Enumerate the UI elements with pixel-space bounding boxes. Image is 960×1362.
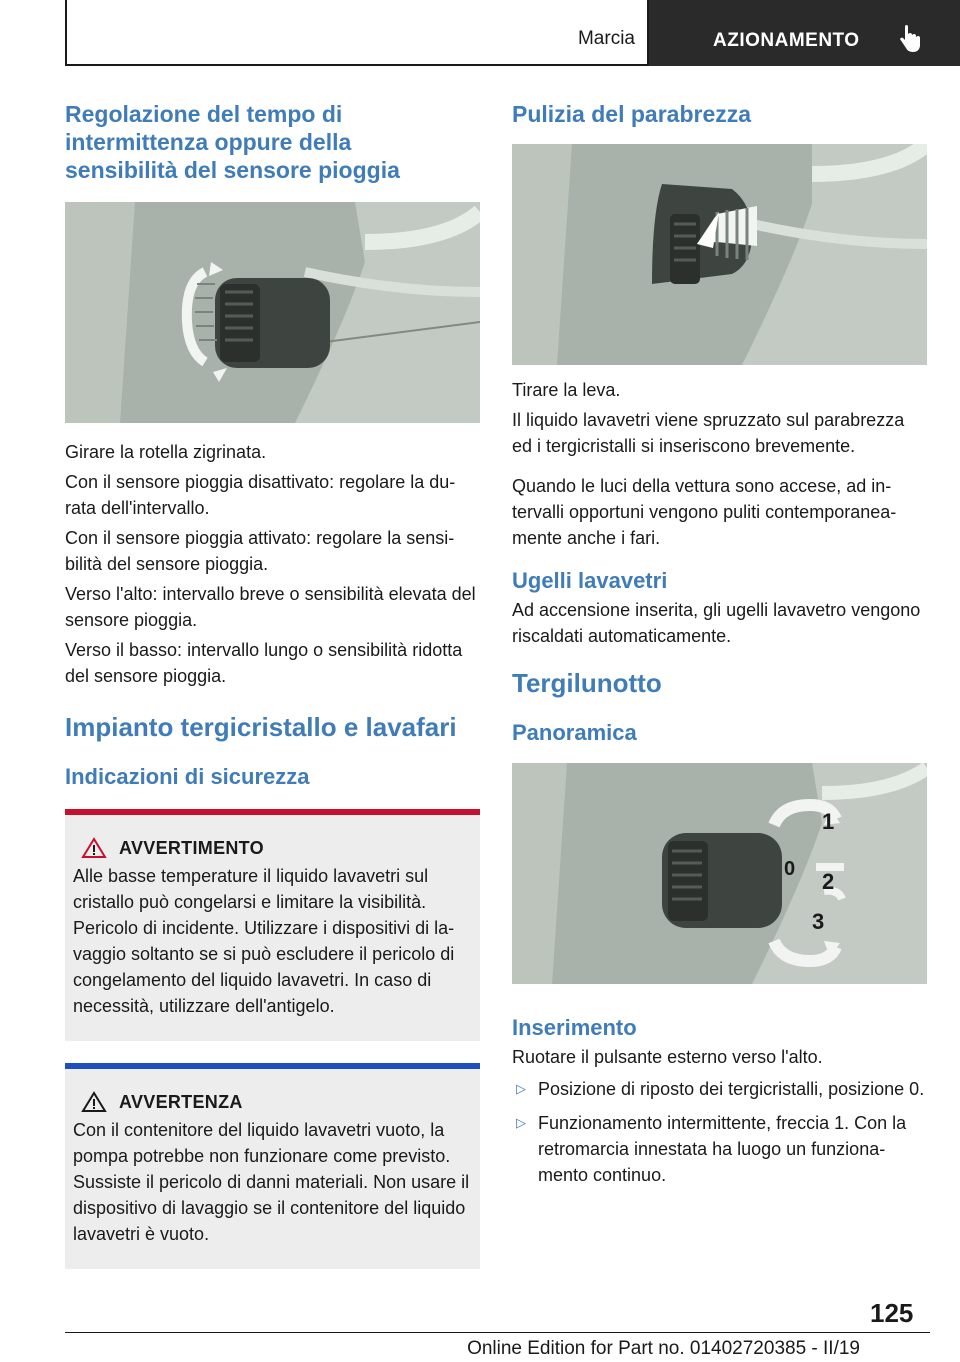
notice-title: AVVERTENZA <box>119 1091 243 1112</box>
warning-triangle-icon <box>81 837 107 859</box>
text-sensore-disattivato: Con il sensore pioggia disattivato: regolare la durata dell'intervallo. <box>65 472 456 518</box>
left-column <box>65 100 480 1269</box>
notice-box <box>65 1063 480 1269</box>
text-ruotare: Ruotare il pulsante esterno verso l'alto. <box>512 1047 823 1067</box>
right-column <box>512 100 927 1188</box>
wiper-knurled-wheel-image <box>65 202 480 423</box>
bullet-triangle-icon: ▷ <box>516 1115 526 1130</box>
heading-indicazioni: Indicazioni di sicurezza <box>65 764 310 789</box>
text-ugelli: Ad accensione inserita, gli ugelli lavavetro vengono riscaldati automaticamente. <box>512 600 921 646</box>
label-3: 3 <box>812 909 825 934</box>
bullet-text: Posizione di riposto dei tergicristalli, posizione 0. <box>538 1079 925 1099</box>
warning-body: Alle basse temperature il liquido lavavetri sul cristallo può congelarsi e limitare la visibilità. Pericolo di incidente. Utilizzare i dispositivi di lavaggio soltanto se si può escludere il pericolo di congelamento del liquido lavavetri. In caso di necessità, utilizzare dell'antigelo. <box>73 866 455 1016</box>
footer-divider <box>65 1332 930 1333</box>
footer-edition: Online Edition for Part no. 01402720385 - II/19 <box>467 1338 860 1359</box>
header-section-title: Marcia <box>577 28 635 49</box>
notice-header <box>81 1091 472 1113</box>
text-verso-basso: Verso il basso: intervallo lungo o sensibilità ridotta del sensore pioggia. <box>65 640 463 686</box>
page-number: 125 <box>870 1298 914 1328</box>
bullet-item <box>512 1076 927 1102</box>
heading-panoramica: Panoramica <box>512 720 637 745</box>
header-section-box <box>65 0 649 66</box>
header-chapter-title: AZIONAMENTO <box>713 30 860 51</box>
rear-wiper-overview-image <box>512 763 927 984</box>
wiper-pull-lever-image <box>512 144 927 365</box>
label-1: 1 <box>822 809 835 834</box>
text-liquido-spruzzato: Il liquido lavavetri viene spruzzato sul parabrezza ed i tergicristalli si inseriscono brevemente. <box>512 410 905 456</box>
heading-pulizia: Pulizia del parabrezza <box>512 101 752 127</box>
heading-inserimento: Inserimento <box>512 1015 637 1040</box>
notice-triangle-icon <box>81 1091 107 1113</box>
label-0: 0 <box>784 858 796 880</box>
warning-title: AVVERTIMENTO <box>119 837 264 858</box>
warning-header <box>81 837 472 859</box>
page-header <box>65 0 960 66</box>
bullet-triangle-icon: ▷ <box>516 1081 526 1096</box>
text-sensore-attivato: Con il sensore pioggia attivato: regolare la sensibilità del sensore pioggia. <box>65 528 455 574</box>
heading-regolazione: Regolazione del tempo di intermittenza oppure della sensibilità del sensore pioggia <box>65 101 400 183</box>
bullet-item <box>512 1110 927 1188</box>
bullet-text: Funzionamento intermittente, freccia 1. Con la retromarcia innestata ha luogo un funzionamento continuo. <box>538 1113 907 1185</box>
hand-pointer-icon <box>899 24 921 54</box>
text-fari: Quando le luci della vettura sono accese, ad intervalli opportuni vengono puliti contemporaneamente anche i fari. <box>512 476 897 548</box>
heading-tergilunotto: Tergilunotto <box>512 668 662 698</box>
text-verso-alto: Verso l'alto: intervallo breve o sensibilità elevata del sensore pioggia. <box>65 584 476 630</box>
header-chapter-box <box>649 0 960 66</box>
notice-body: Con il contenitore del liquido lavavetri vuoto, la pompa potrebbe non funzionare come previsto. Sussiste il pericolo di danni materiali. Non usare il dispositivo di lavaggio se il contenitore del liquido lavavetri è vuoto. <box>73 1120 470 1244</box>
heading-ugelli: Ugelli lavavetri <box>512 568 668 593</box>
heading-impianto: Impianto tergicristallo e lavafari <box>65 712 457 742</box>
text-tirare: Tirare la leva. <box>512 380 621 400</box>
warning-box <box>65 809 480 1041</box>
label-2: 2 <box>822 869 835 894</box>
text-girare: Girare la rotella zigrinata. <box>65 442 267 462</box>
